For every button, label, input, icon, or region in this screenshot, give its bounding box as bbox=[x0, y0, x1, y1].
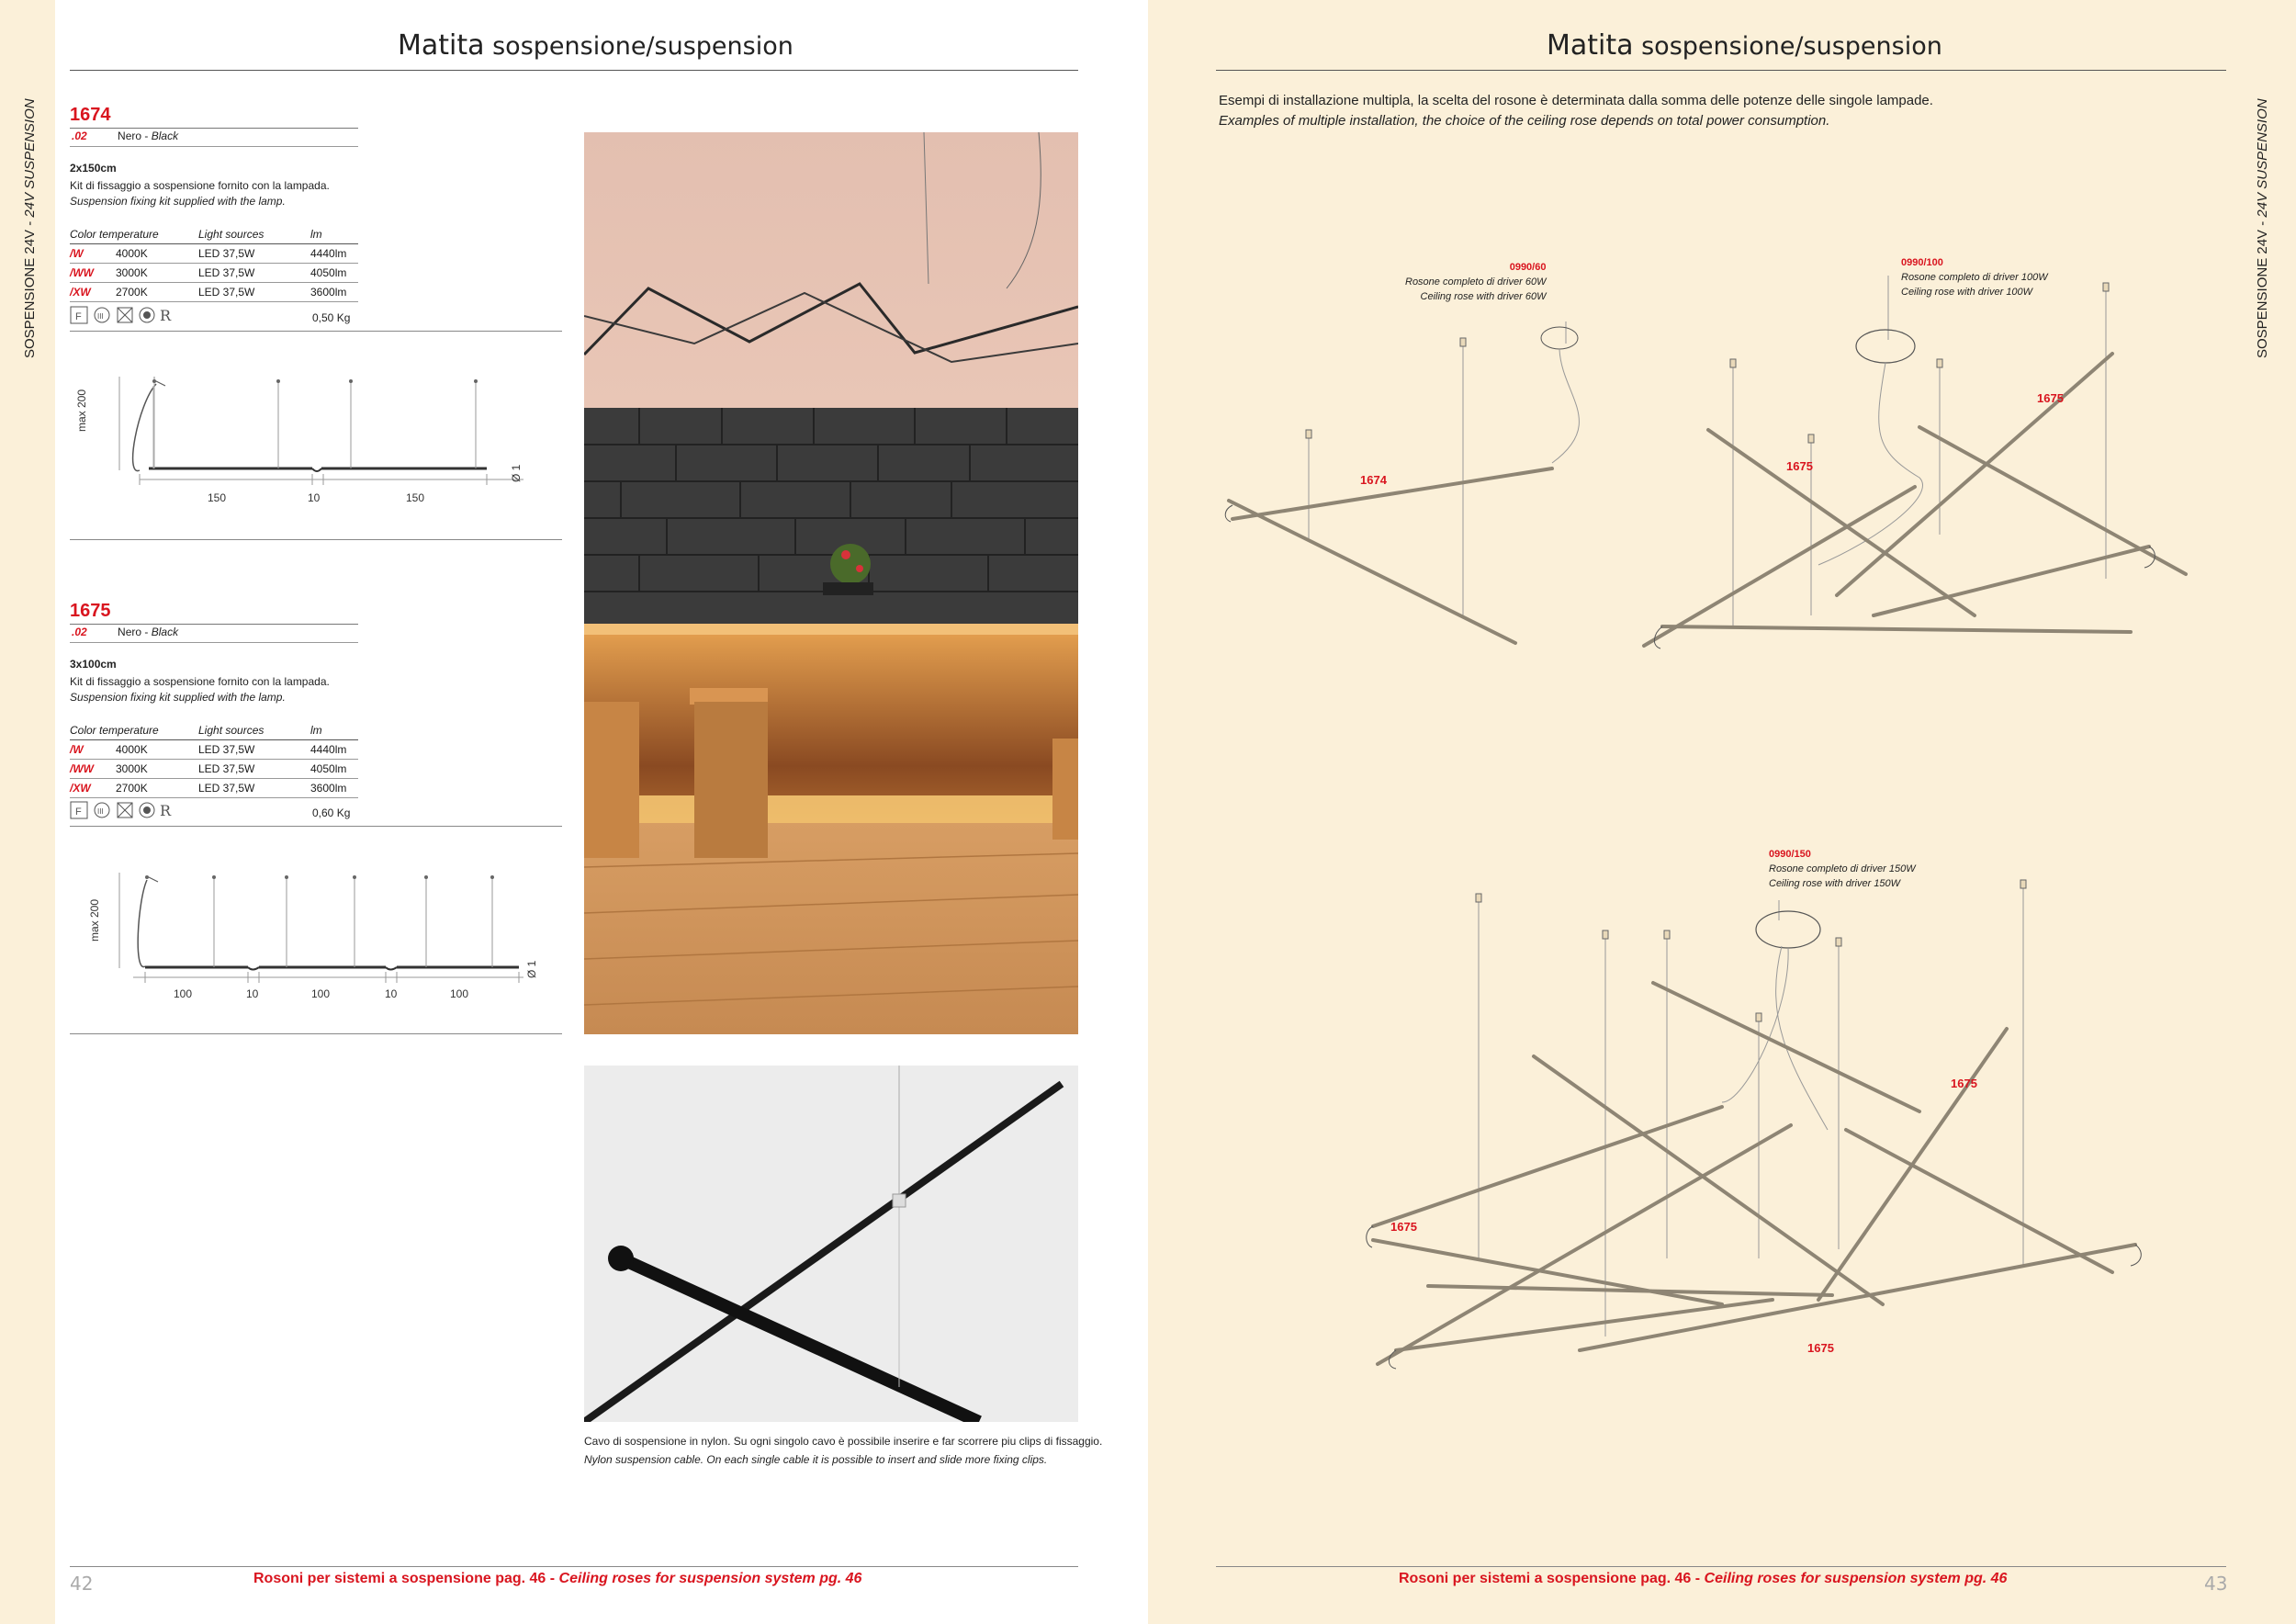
installation-diagram-bottom bbox=[1359, 836, 2149, 1378]
rule bbox=[70, 128, 358, 129]
col-header: Light sources bbox=[198, 721, 310, 740]
size: 2x150cm bbox=[70, 162, 117, 175]
dim-segment: 100 bbox=[174, 987, 193, 1000]
header-rule-right bbox=[1216, 70, 2226, 71]
intro-en: Examples of multiple installation, the choice of the ceiling rose depends on total power consumption. bbox=[1219, 113, 1830, 129]
page-title-right: Matita sospensione/suspension bbox=[1547, 29, 1942, 62]
side-label-right: SOSPENSIONE 24V - 24V SUSPENSION bbox=[2255, 98, 2270, 358]
rule bbox=[70, 1033, 562, 1034]
product-code: 1674 bbox=[70, 105, 111, 125]
kit-it: Kit di fissaggio a sospensione fornito con la lampada. bbox=[70, 179, 330, 192]
caption-en: Nylon suspension cable. On each single cable it is possible to insert and slide more fixing clips. bbox=[584, 1453, 1048, 1466]
dim-segment: 150 bbox=[208, 491, 227, 504]
footer-left[interactable]: Rosoni per sistemi a sospensione pag. 46 - Ceiling roses for suspension system pg. 46 bbox=[253, 1571, 862, 1586]
lamp-label: 1675 bbox=[1807, 1341, 1834, 1355]
footer-rule-right bbox=[1216, 1566, 2226, 1567]
rose-0990-60: 0990/60 Rosone completo di driver 60W Ceiling rose with driver 60W bbox=[1405, 262, 1547, 302]
caption-it: Cavo di sospensione in nylon. Su ogni singolo cavo è possibile inserire e far scorrere piu clips di fissaggio. bbox=[584, 1435, 1103, 1448]
weight: 0,60 Kg bbox=[312, 806, 351, 819]
product-code: 1675 bbox=[70, 601, 111, 621]
svg-text:III: III bbox=[97, 312, 104, 321]
rose-0990-100: 0990/100 Rosone completo di driver 100W Ceiling rose with driver 100W bbox=[1901, 257, 2048, 298]
dim-segment: 10 bbox=[246, 987, 259, 1000]
dim-segment: 10 bbox=[308, 491, 321, 504]
kit-en: Suspension fixing kit supplied with the lamp. bbox=[70, 691, 286, 704]
page-number-right: 43 bbox=[2204, 1573, 2228, 1595]
rule bbox=[70, 146, 358, 147]
col-header: lm bbox=[310, 721, 358, 740]
dim-segment: 10 bbox=[385, 987, 398, 1000]
table-row: /XW 2700K LED 37,5W 3600lm bbox=[70, 779, 358, 798]
page-title-left: Matita sospensione/suspension bbox=[398, 29, 793, 62]
footer-right[interactable]: Rosoni per sistemi a sospensione pag. 46 - Ceiling roses for suspension system pg. 46 bbox=[1399, 1571, 2008, 1586]
kit-it: Kit di fissaggio a sospensione fornito con la lampada. bbox=[70, 675, 330, 688]
weight: 0,50 Kg bbox=[312, 311, 351, 324]
page-number-left: 42 bbox=[70, 1573, 94, 1595]
spec-table bbox=[70, 225, 358, 302]
right-page bbox=[1148, 0, 2296, 1624]
svg-text:F: F bbox=[75, 311, 82, 322]
col-header: Light sources bbox=[198, 225, 310, 244]
dim-diameter: Ø 1 bbox=[510, 464, 523, 482]
rule bbox=[70, 826, 562, 827]
lamp-label: 1675 bbox=[1786, 459, 1813, 473]
installation-diagram-top bbox=[1212, 248, 2250, 671]
dim-height: max 200 bbox=[75, 389, 88, 432]
table-row: /WW 3000K LED 37,5W 4050lm bbox=[70, 760, 358, 779]
col-header: Color temperature bbox=[70, 721, 198, 740]
kit-en: Suspension fixing kit supplied with the lamp. bbox=[70, 195, 286, 208]
variant: .02 Nero - Black bbox=[72, 130, 179, 142]
dim-segment: 100 bbox=[311, 987, 331, 1000]
svg-text:R: R bbox=[160, 802, 172, 819]
rose-0990-150: 0990/150 Rosone completo di driver 150W Ceiling rose with driver 150W bbox=[1769, 849, 1916, 889]
dim-segment: 150 bbox=[406, 491, 425, 504]
dim-height: max 200 bbox=[88, 898, 101, 942]
lamp-label: 1675 bbox=[1951, 1077, 1977, 1090]
certification-icons bbox=[70, 306, 180, 326]
detail-photo-illustration bbox=[584, 1066, 1078, 1422]
spec-table bbox=[70, 721, 358, 798]
side-label-left: SOSPENSIONE 24V - 24V SUSPENSION bbox=[22, 98, 38, 358]
certification-icons bbox=[70, 801, 180, 821]
col-header: Color temperature bbox=[70, 225, 198, 244]
svg-text:III: III bbox=[97, 807, 104, 816]
dim-segment: 100 bbox=[450, 987, 469, 1000]
photo-caption bbox=[584, 1432, 1102, 1469]
table-row: /W 4000K LED 37,5W 4440lm bbox=[70, 244, 358, 264]
table-row: /XW 2700K LED 37,5W 3600lm bbox=[70, 283, 358, 302]
rule bbox=[70, 642, 358, 643]
interior-photo-illustration bbox=[584, 132, 1078, 1034]
rule bbox=[70, 331, 562, 332]
svg-text:R: R bbox=[160, 307, 172, 324]
col-header: lm bbox=[310, 225, 358, 244]
table-row: /W 4000K LED 37,5W 4440lm bbox=[70, 740, 358, 760]
rule bbox=[70, 624, 358, 625]
detail-photo bbox=[584, 1066, 1078, 1422]
rule bbox=[70, 539, 562, 540]
table-row: /WW 3000K LED 37,5W 4050lm bbox=[70, 264, 358, 283]
footer-rule-left bbox=[70, 1566, 1078, 1567]
intro-text bbox=[1219, 91, 1933, 131]
lamp-label: 1675 bbox=[2037, 391, 2064, 405]
svg-text:F: F bbox=[75, 806, 82, 818]
intro-it: Esempi di installazione multipla, la scelta del rosone è determinata dalla somma delle potenze delle singole lampade. bbox=[1219, 93, 1933, 108]
variant: .02 Nero - Black bbox=[72, 626, 179, 638]
dim-diameter: Ø 1 bbox=[525, 960, 538, 978]
header-rule-left bbox=[70, 70, 1078, 71]
interior-photo bbox=[584, 132, 1078, 1034]
size: 3x100cm bbox=[70, 658, 117, 671]
lamp-label: 1674 bbox=[1360, 473, 1387, 487]
lamp-label: 1675 bbox=[1390, 1220, 1417, 1234]
